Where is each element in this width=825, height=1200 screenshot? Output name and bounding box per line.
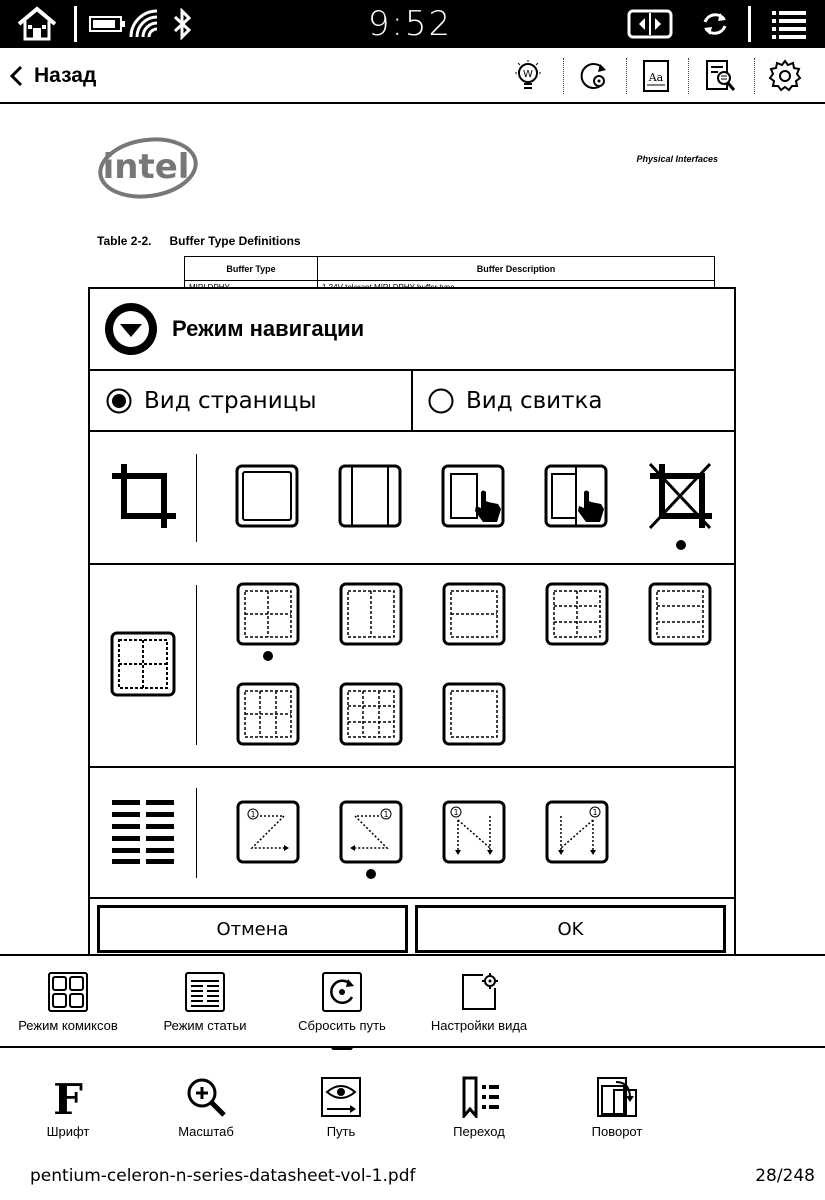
wifi-icon [128,0,160,48]
ok-button[interactable]: OK [415,905,726,953]
text-columns-icon [110,798,176,864]
svg-text:F: F [53,1076,83,1118]
intel-logo [96,136,198,200]
selected-indicator [676,540,686,550]
dropdown-circle-icon [104,302,158,356]
grid-3x3-option[interactable] [339,682,403,746]
svg-text:Aa: Aa [648,71,664,84]
grid-3row-option[interactable] [648,582,712,646]
reset-path-button[interactable] [288,972,396,1033]
chevron-left-icon [8,65,24,87]
back-button[interactable] [8,56,96,96]
light-icon[interactable] [508,56,548,96]
view-settings-button[interactable] [420,972,538,1033]
reader-toolbar [0,48,825,104]
menu-icon[interactable] [768,0,810,48]
home-icon[interactable] [14,0,60,48]
file-name: pentium-celeron-n-series-datasheet-vol-1.pdf [30,1166,416,1186]
back-label: Назад [34,64,97,87]
tab-page-view[interactable] [106,371,316,430]
reading-order-section [90,768,734,899]
navigation-mode-dialog [88,287,736,960]
search-document-icon[interactable] [700,56,740,96]
crop-off-icon[interactable] [648,462,712,526]
svg-text:1: 1 [592,808,598,817]
cancel-button[interactable]: Отмена [97,905,408,953]
path-icon [320,1076,362,1118]
clock: 9:52 [367,4,453,44]
font-label: Шрифт [46,1124,90,1139]
grid-single-option[interactable] [442,682,506,746]
crop-manual-option[interactable] [441,464,505,528]
comic-mode-label: Режим комиксов [18,1018,118,1033]
bluetooth-icon [168,0,198,48]
battery-icon [88,0,128,48]
grid-2col-option[interactable] [339,582,403,646]
radio-selected-icon [106,388,132,414]
svg-text:1: 1 [453,808,459,817]
svg-text:1: 1 [250,810,256,819]
svg-text:W: W [523,69,533,80]
table-header: Buffer Description [318,257,715,281]
goto-label: Переход [453,1124,505,1139]
order-s-option[interactable] [339,800,403,864]
gear-icon[interactable] [765,56,805,96]
table-caption: Table 2-2. Buffer Type Definitions [97,234,301,248]
goto-icon [458,1076,500,1118]
selected-indicator [366,869,376,879]
article-mode-icon [185,972,225,1012]
grid-2x3-option[interactable] [545,582,609,646]
reset-path-icon [322,972,362,1012]
status-bar [0,0,825,48]
rotate-button[interactable] [584,1076,650,1139]
rotate-label: Поворот [591,1124,643,1139]
path-label: Путь [326,1124,356,1139]
tab-page-view-label: Вид страницы [144,387,317,414]
article-mode-label: Режим статьи [163,1018,247,1033]
crop-none-option[interactable] [235,464,299,528]
zoom-label: Масштаб [178,1124,234,1139]
radio-unselected-icon [428,388,454,414]
svg-text:1: 1 [383,810,389,819]
refresh-settings-icon[interactable] [574,56,614,96]
page-turn-icon[interactable] [626,0,674,48]
status-footer [0,1150,825,1200]
selected-indicator [263,651,273,661]
view-settings-icon [459,972,499,1012]
table-header: Buffer Type [185,257,318,281]
zoom-icon [185,1076,227,1118]
comic-mode-button[interactable] [6,972,130,1033]
grid-2row-option[interactable] [442,582,506,646]
crop-manual-split-option[interactable] [544,464,608,528]
grid-2x2-option[interactable] [236,582,300,646]
refresh-icon[interactable] [696,0,734,48]
view-settings-label: Настройки вида [430,1018,528,1033]
article-mode-button[interactable] [152,972,258,1033]
page-indicator[interactable]: 28/248 [755,1166,815,1186]
font-icon [48,1076,88,1118]
tab-scroll-view[interactable] [428,371,602,430]
order-z-option[interactable] [236,800,300,864]
view-tabs [90,371,734,432]
grid-3col-option[interactable] [236,682,300,746]
section-header: Physical Interfaces [636,154,718,164]
zoom-button[interactable] [168,1076,244,1139]
main-toolbar [0,1050,825,1150]
dialog-header [90,289,734,371]
rotate-icon [596,1076,638,1118]
goto-button[interactable] [446,1076,512,1139]
order-reverse-n-option[interactable] [545,800,609,864]
dialog-title: Режим навигации [172,316,365,341]
svg-text:intel: intel [102,147,190,187]
font-button[interactable] [38,1076,98,1139]
grid-section [90,565,734,768]
comic-mode-icon [48,972,88,1012]
reset-path-label: Сбросить путь [298,1018,386,1033]
crop-margins-option[interactable] [338,464,402,528]
crop-section [90,432,734,565]
tab-scroll-view-label: Вид свитка [466,387,603,414]
font-book-icon[interactable] [636,56,676,96]
path-button[interactable] [311,1076,371,1139]
order-n-option[interactable] [442,800,506,864]
sub-toolbar [0,954,825,1048]
crop-icon [110,462,178,530]
grid-split-icon [110,631,176,697]
